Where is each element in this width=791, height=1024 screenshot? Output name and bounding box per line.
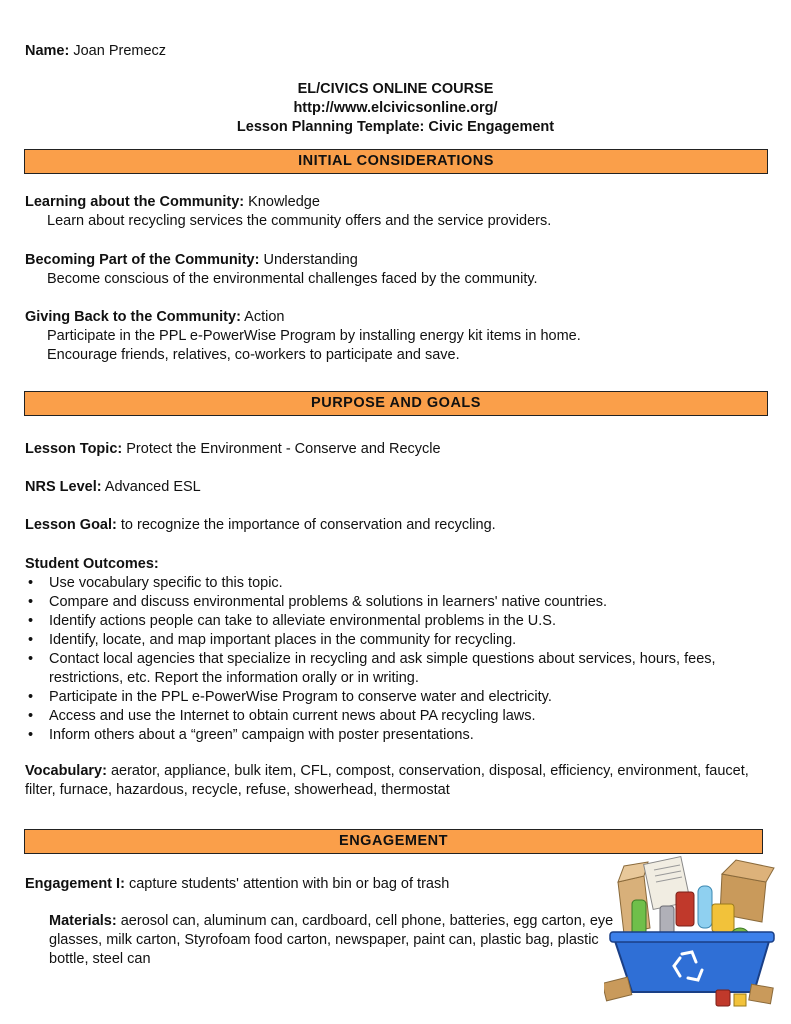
giving-text-1: Participate in the PPL e-PowerWise Program by installing energy kit items in home.	[47, 328, 581, 344]
engagement-1	[25, 875, 449, 894]
course-url: http://www.elcivicsonline.org/	[293, 100, 498, 116]
learning-title: Learning about the Community:	[25, 194, 245, 210]
initial-considerations-band: INITIAL CONSIDERATIONS	[24, 149, 768, 174]
nrs-level	[25, 478, 201, 497]
name-label: Name:	[25, 43, 70, 59]
name-line	[25, 42, 166, 61]
vocabulary	[25, 762, 765, 800]
materials	[49, 912, 619, 969]
becoming-text: Become conscious of the environmental challenges faced by the community.	[47, 271, 538, 287]
list-item: • Participate in the PPL e-PowerWise Program to conserve water and electricity.	[25, 688, 775, 707]
engagement-band: ENGAGEMENT	[24, 829, 763, 854]
learning-text: Learn about recycling services the community offers and the service providers.	[47, 213, 552, 229]
list-item: • Identify, locate, and map important places in the community for recycling.	[25, 631, 775, 650]
list-item: • Access and use the Internet to obtain current news about PA recycling laws.	[25, 707, 775, 726]
recycle-bin-icon	[604, 852, 776, 1010]
name-value: Joan Premecz	[73, 43, 167, 59]
list-item: • Compare and discuss environmental problems & solutions in learners' native countries.	[25, 593, 775, 612]
outcomes-title: Student Outcomes:	[25, 556, 159, 572]
goal-label: Lesson Goal:	[25, 517, 117, 533]
giving-heading	[25, 308, 284, 327]
lesson-topic	[25, 440, 441, 459]
purpose-goals-band: PURPOSE AND GOALS	[24, 391, 768, 416]
vocab-value: aerator, appliance, bulk item, CFL, compost, conservation, disposal, efficiency, environment, faucet, filter, furnace, hazardous, recycle, refuse, showerhead, thermostat	[25, 763, 749, 798]
giving-sub: Action	[244, 309, 285, 325]
eng1-label: Engagement I:	[25, 876, 125, 892]
eng1-value: capture students' attention with bin or bag of trash	[128, 876, 450, 892]
learning-heading	[25, 193, 320, 212]
outcomes-list	[25, 574, 775, 745]
nrs-value: Advanced ESL	[104, 479, 201, 495]
becoming-sub: Understanding	[263, 252, 358, 268]
learning-sub: Knowledge	[248, 194, 320, 210]
vocab-label: Vocabulary:	[25, 763, 107, 779]
nrs-label: NRS Level:	[25, 479, 102, 495]
course-title: EL/CIVICS ONLINE COURSE	[297, 81, 494, 97]
template-title: Lesson Planning Template: Civic Engagement	[236, 119, 555, 135]
becoming-title: Becoming Part of the Community:	[25, 252, 260, 268]
topic-value: Protect the Environment - Conserve and Recycle	[126, 441, 441, 457]
list-item: • Inform others about a “green” campaign with poster presentations.	[25, 726, 775, 745]
topic-label: Lesson Topic:	[25, 441, 123, 457]
giving-text-2: Encourage friends, relatives, co-workers to participate and save.	[47, 347, 460, 363]
materials-value: aerosol can, aluminum can, cardboard, cell phone, batteries, egg carton, eye glasses, milk carton, Styrofoam food carton, newspaper, paint can, plastic bag, plastic bottle, steel can	[49, 913, 614, 967]
becoming-heading	[25, 251, 358, 270]
goal-value: to recognize the importance of conservation and recycling.	[120, 517, 496, 533]
lesson-goal	[25, 516, 496, 535]
list-item: • Contact local agencies that specialize in recycling and ask simple questions about services, hours, fees, restrictions, etc. Report the information orally or in writing.	[25, 650, 775, 688]
materials-label: Materials:	[49, 913, 117, 929]
giving-title: Giving Back to the Community:	[25, 309, 241, 325]
list-item: • Identify actions people can take to alleviate environmental problems in the U.S.	[25, 612, 775, 631]
list-item: • Use vocabulary specific to this topic.	[25, 574, 775, 593]
